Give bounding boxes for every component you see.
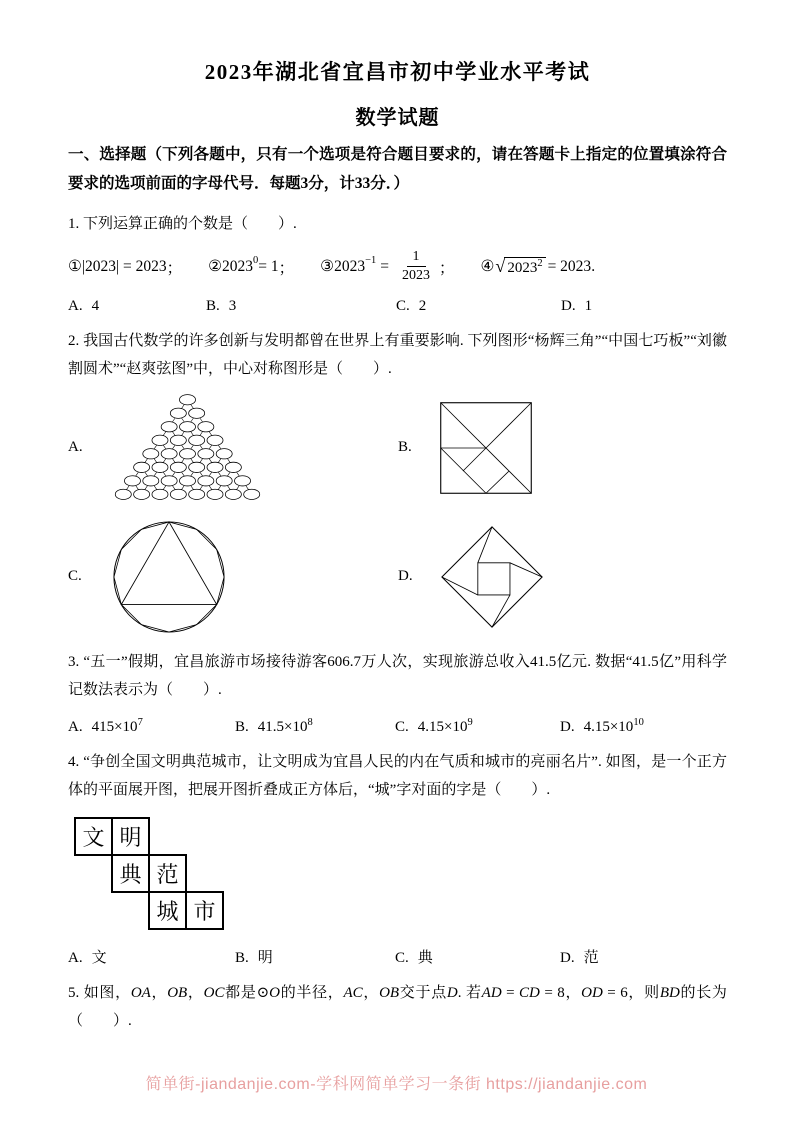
net-cell-fan: 范 bbox=[148, 854, 187, 893]
q1-stem: 1. 下列运算正确的个数是（ ）. bbox=[68, 216, 297, 233]
net-cell-shi: 市 bbox=[185, 891, 224, 930]
circle-cutting-figure bbox=[110, 518, 228, 636]
doc-subtitle: 数学试题 bbox=[355, 107, 440, 129]
radical-sign-icon: √ bbox=[495, 255, 506, 276]
doc-title: 2023年湖北省宜昌市初中学业水平考试 bbox=[204, 60, 591, 84]
q1-expr-3: ③ 2023 $^{-1}$ = $\frac{1}{2023}$ ； bbox=[320, 248, 454, 285]
circled-2: ② bbox=[208, 258, 223, 276]
figure-a-cell bbox=[68, 392, 398, 504]
circled-3: ③ bbox=[320, 258, 335, 276]
q4-options bbox=[68, 946, 727, 967]
footer-watermark: 简单街-jiandanjie.com-学科网简单学习一条街 https://jiandanjie.com bbox=[145, 1076, 648, 1093]
q4-option-c: C. 典 bbox=[395, 949, 433, 966]
q5-stem: 5. 如图，OA，OB，OC都是⊙O的半径，AC，OB交于点D. 若AD = CD = 8，OD = 6，则BD的长为（ ）. bbox=[68, 984, 727, 1029]
q2-stem: 2. 我国古代数学的许多创新与发明都曾在世界上有重要影响. 下列图形“杨辉三角”“中国七巧板”“刘徽割圆术”“赵爽弦图”中，中心对称图形是（ ）. bbox=[68, 333, 727, 378]
q1-option-c: C. 2 bbox=[396, 298, 427, 315]
q2-figures bbox=[68, 392, 727, 636]
q4-option-b: B. 明 bbox=[235, 949, 273, 966]
net-cell-wen: 文 bbox=[74, 817, 113, 856]
yanghui-triangle-figure bbox=[110, 392, 265, 504]
q4-stem: 4. “争创全国文明典范城市，让文明成为宜昌人民的内在气质和城市的亮丽名片”. 如图，是一个正方体的平面展开图，把展开图折叠成正方体后，“城”字对面的字是（ ）. bbox=[68, 754, 727, 799]
q1-options bbox=[68, 298, 727, 315]
square-root: √ 2023$^2$ bbox=[495, 257, 545, 277]
figure-d-label: D. bbox=[398, 568, 413, 585]
figure-c-cell bbox=[68, 518, 398, 636]
tangram-figure bbox=[440, 402, 532, 494]
q1-option-b: B. 3 bbox=[206, 298, 237, 315]
figure-d-cell bbox=[398, 525, 727, 629]
zhao-shuang-chord-figure bbox=[440, 525, 544, 629]
figure-b-label: B. bbox=[398, 439, 412, 456]
circled-4: ④ bbox=[480, 258, 495, 276]
q1-expr-2: ② 2023 $^0$ = 1 ； bbox=[208, 254, 295, 277]
circled-1: ① bbox=[68, 258, 82, 276]
q1-expr-4: ④ √ 2023$^2$ = 2023 . bbox=[480, 255, 596, 276]
q1-option-a: A. 4 bbox=[68, 298, 100, 315]
q3-stem: 3. “五一”假期，宜昌旅游市场接待游客606.7万人次，实现旅游总收入41.5亿元. 数据“41.5亿”用科学记数法表示为（ ）. bbox=[68, 653, 727, 698]
figure-c-label: C. bbox=[68, 568, 82, 585]
cube-net-figure bbox=[74, 817, 228, 933]
net-cell-cheng: 城 bbox=[148, 891, 187, 930]
q1-expressions bbox=[68, 248, 727, 285]
fraction: $\frac{1}{2023}$ bbox=[402, 249, 430, 284]
q3-option-d: D. $4.15\times 10^{10}$ bbox=[560, 717, 644, 736]
q3-option-b: B. $41.5\times 10^8$ bbox=[235, 717, 313, 736]
net-cell-ming: 明 bbox=[111, 817, 150, 856]
net-cell-dian: 典 bbox=[111, 854, 150, 893]
q3-option-c: C. $4.15\times 10^9$ bbox=[395, 717, 473, 736]
q4-option-a: A. 文 bbox=[68, 949, 107, 966]
q1-option-d: D. 1 bbox=[561, 298, 593, 315]
figure-a-label: A. bbox=[68, 439, 83, 456]
q3-option-a: A. $415\times 10^7$ bbox=[68, 717, 143, 736]
q1-expr-1: ① |2023| = 2023 ； bbox=[68, 257, 183, 277]
figure-b-cell bbox=[398, 402, 727, 494]
section-heading: 一、选择题（下列各题中，只有一个选项是符合题目要求的，请在答题卡上指定的位置填涂符合要求的选项前面的字母代号．每题3分，计33分．） bbox=[68, 146, 727, 192]
q3-options bbox=[68, 717, 727, 736]
q4-option-d: D. 范 bbox=[560, 949, 599, 966]
